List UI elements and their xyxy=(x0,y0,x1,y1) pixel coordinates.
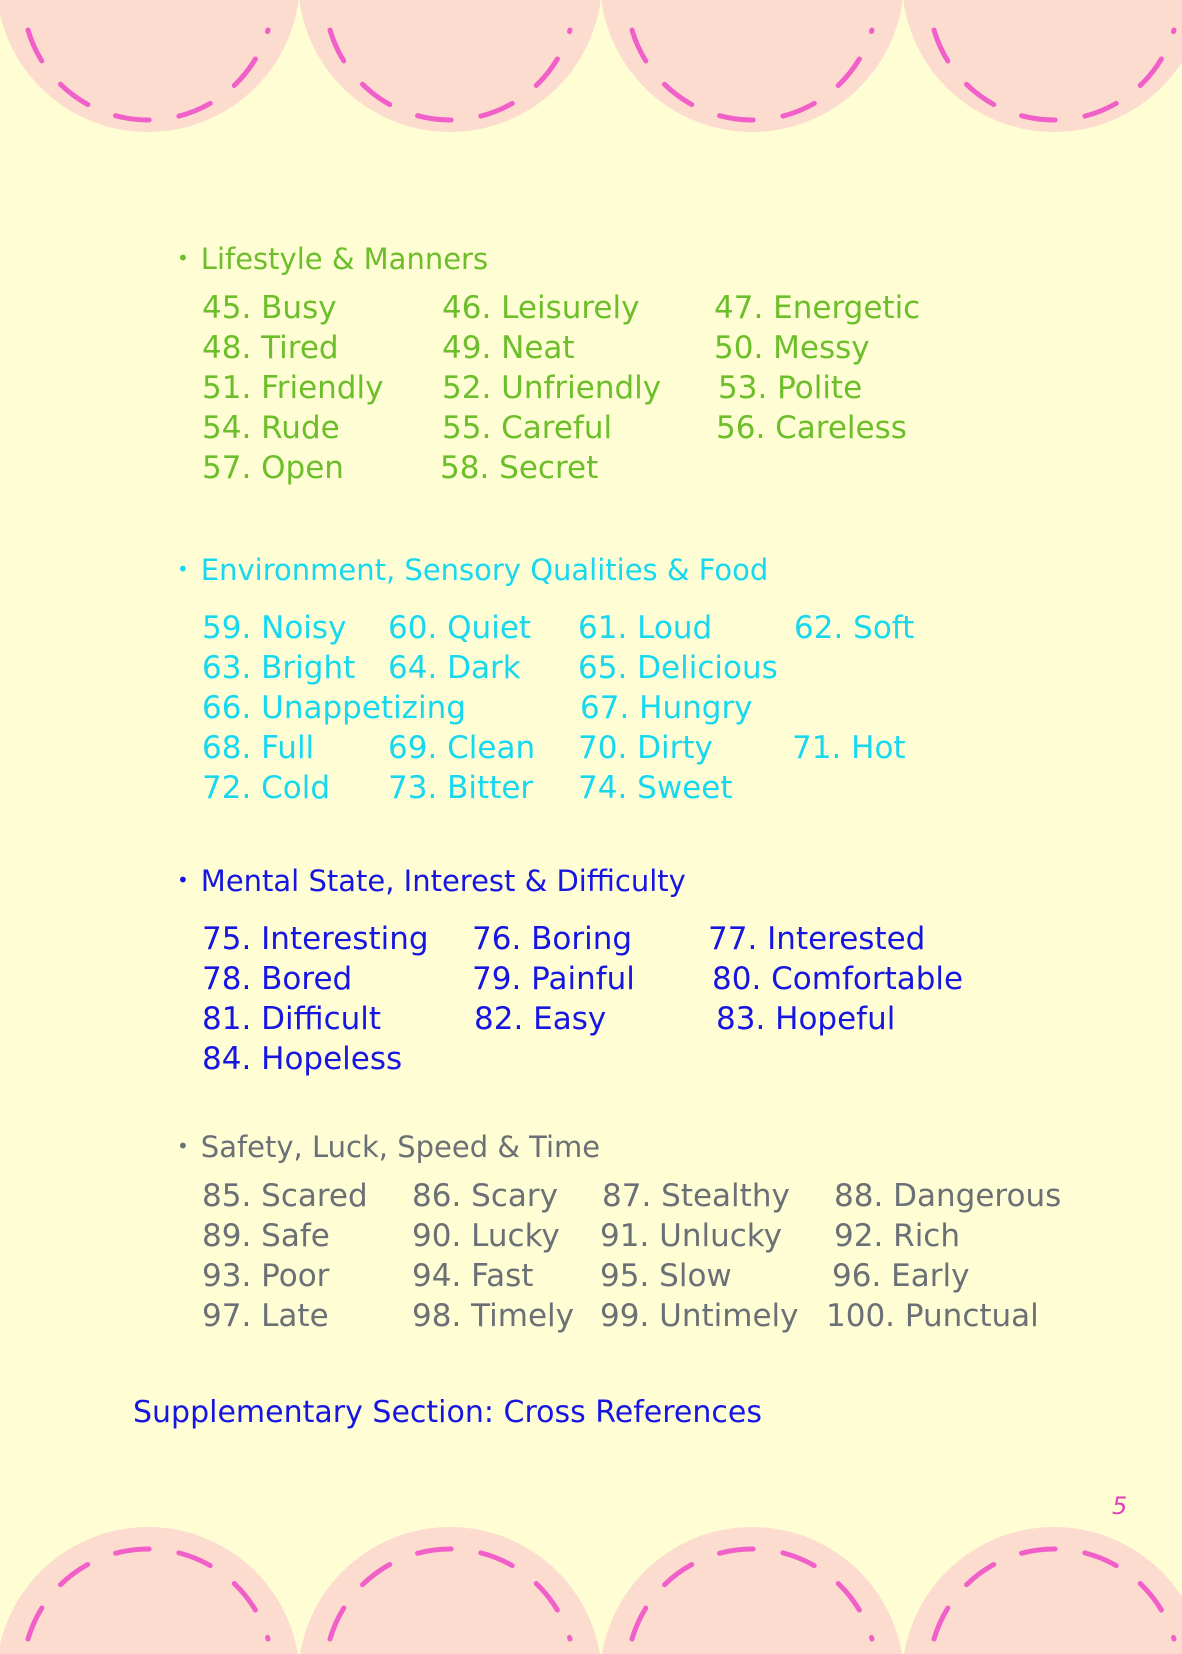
list-item: 67. Hungry xyxy=(580,690,753,726)
list-item: 94. Fast xyxy=(412,1258,534,1294)
supplementary-section-title: Supplementary Section: Cross References xyxy=(133,1395,762,1430)
bullet-icon: • xyxy=(177,246,189,270)
top-scallop-decoration xyxy=(0,0,1182,200)
list-item: 89. Safe xyxy=(202,1218,330,1254)
list-item: 82. Easy xyxy=(474,1001,607,1037)
heading-text: Safety, Luck, Speed & Time xyxy=(200,1130,601,1164)
heading-text: Lifestyle & Manners xyxy=(200,242,489,276)
list-item: 86. Scary xyxy=(412,1178,558,1214)
list-item: 80. Comfortable xyxy=(712,961,964,997)
list-item: 45. Busy xyxy=(202,290,337,326)
list-item: 54. Rude xyxy=(202,410,340,446)
heading-text: Mental State, Interest & Difficulty xyxy=(200,864,686,898)
list-item: 50. Messy xyxy=(714,330,870,366)
list-item: 63. Bright xyxy=(202,650,356,686)
list-item: 56. Careless xyxy=(716,410,907,446)
list-item: 62. Soft xyxy=(794,610,915,646)
list-item: 91. Unlucky xyxy=(600,1218,782,1254)
heading-text: Environment, Sensory Qualities & Food xyxy=(200,553,769,587)
section-heading xyxy=(177,242,489,276)
list-item: 47. Energetic xyxy=(714,290,921,326)
bullet-icon: • xyxy=(177,1134,189,1158)
list-item: 98. Timely xyxy=(412,1298,574,1334)
section-heading xyxy=(177,864,686,898)
list-item: 71. Hot xyxy=(792,730,906,766)
list-item: 58. Secret xyxy=(440,450,599,486)
list-item: 68. Full xyxy=(202,730,315,766)
list-item: 51. Friendly xyxy=(202,370,384,406)
list-item: 99. Untimely xyxy=(600,1298,799,1334)
list-item: 48. Tired xyxy=(202,330,339,366)
list-item: 92. Rich xyxy=(834,1218,960,1254)
list-item: 46. Leisurely xyxy=(442,290,640,326)
list-item: 95. Slow xyxy=(600,1258,732,1294)
list-item: 90. Lucky xyxy=(412,1218,560,1254)
bottom-scallop-decoration xyxy=(0,1454,1182,1654)
list-item: 66. Unappetizing xyxy=(202,690,466,726)
list-item: 75. Interesting xyxy=(202,921,429,957)
list-item: 81. Difficult xyxy=(202,1001,382,1037)
list-item: 73. Bitter xyxy=(388,770,534,806)
bullet-icon: • xyxy=(177,557,189,581)
list-item: 70. Dirty xyxy=(578,730,713,766)
list-item: 60. Quiet xyxy=(388,610,532,646)
list-item: 79. Painful xyxy=(472,961,635,997)
list-item: 93. Poor xyxy=(202,1258,330,1294)
list-item: 72. Cold xyxy=(202,770,331,806)
list-item: 84. Hopeless xyxy=(202,1041,403,1077)
list-item: 83. Hopeful xyxy=(716,1001,896,1037)
section-heading xyxy=(177,553,769,587)
list-item: 97. Late xyxy=(202,1298,329,1334)
list-item: 87. Stealthy xyxy=(602,1178,790,1214)
list-item: 77. Interested xyxy=(708,921,926,957)
list-item: 96. Early xyxy=(832,1258,970,1294)
list-item: 59. Noisy xyxy=(202,610,347,646)
list-item: 61. Loud xyxy=(578,610,713,646)
list-item: 76. Boring xyxy=(472,921,633,957)
list-item: 88. Dangerous xyxy=(834,1178,1062,1214)
list-item: 69. Clean xyxy=(388,730,536,766)
list-item: 52. Unfriendly xyxy=(442,370,662,406)
list-item: 53. Polite xyxy=(718,370,863,406)
list-item: 55. Careful xyxy=(442,410,613,446)
list-item: 49. Neat xyxy=(442,330,575,366)
section-heading xyxy=(177,1130,601,1164)
page-number: 5 xyxy=(1112,1492,1128,1520)
list-item: 64. Dark xyxy=(388,650,521,686)
list-item: 57. Open xyxy=(202,450,344,486)
list-item: 85. Scared xyxy=(202,1178,368,1214)
list-item: 100. Punctual xyxy=(826,1298,1039,1334)
list-item: 78. Bored xyxy=(202,961,353,997)
bullet-icon: • xyxy=(177,868,189,892)
list-item: 65. Delicious xyxy=(578,650,778,686)
list-item: 74. Sweet xyxy=(578,770,733,806)
